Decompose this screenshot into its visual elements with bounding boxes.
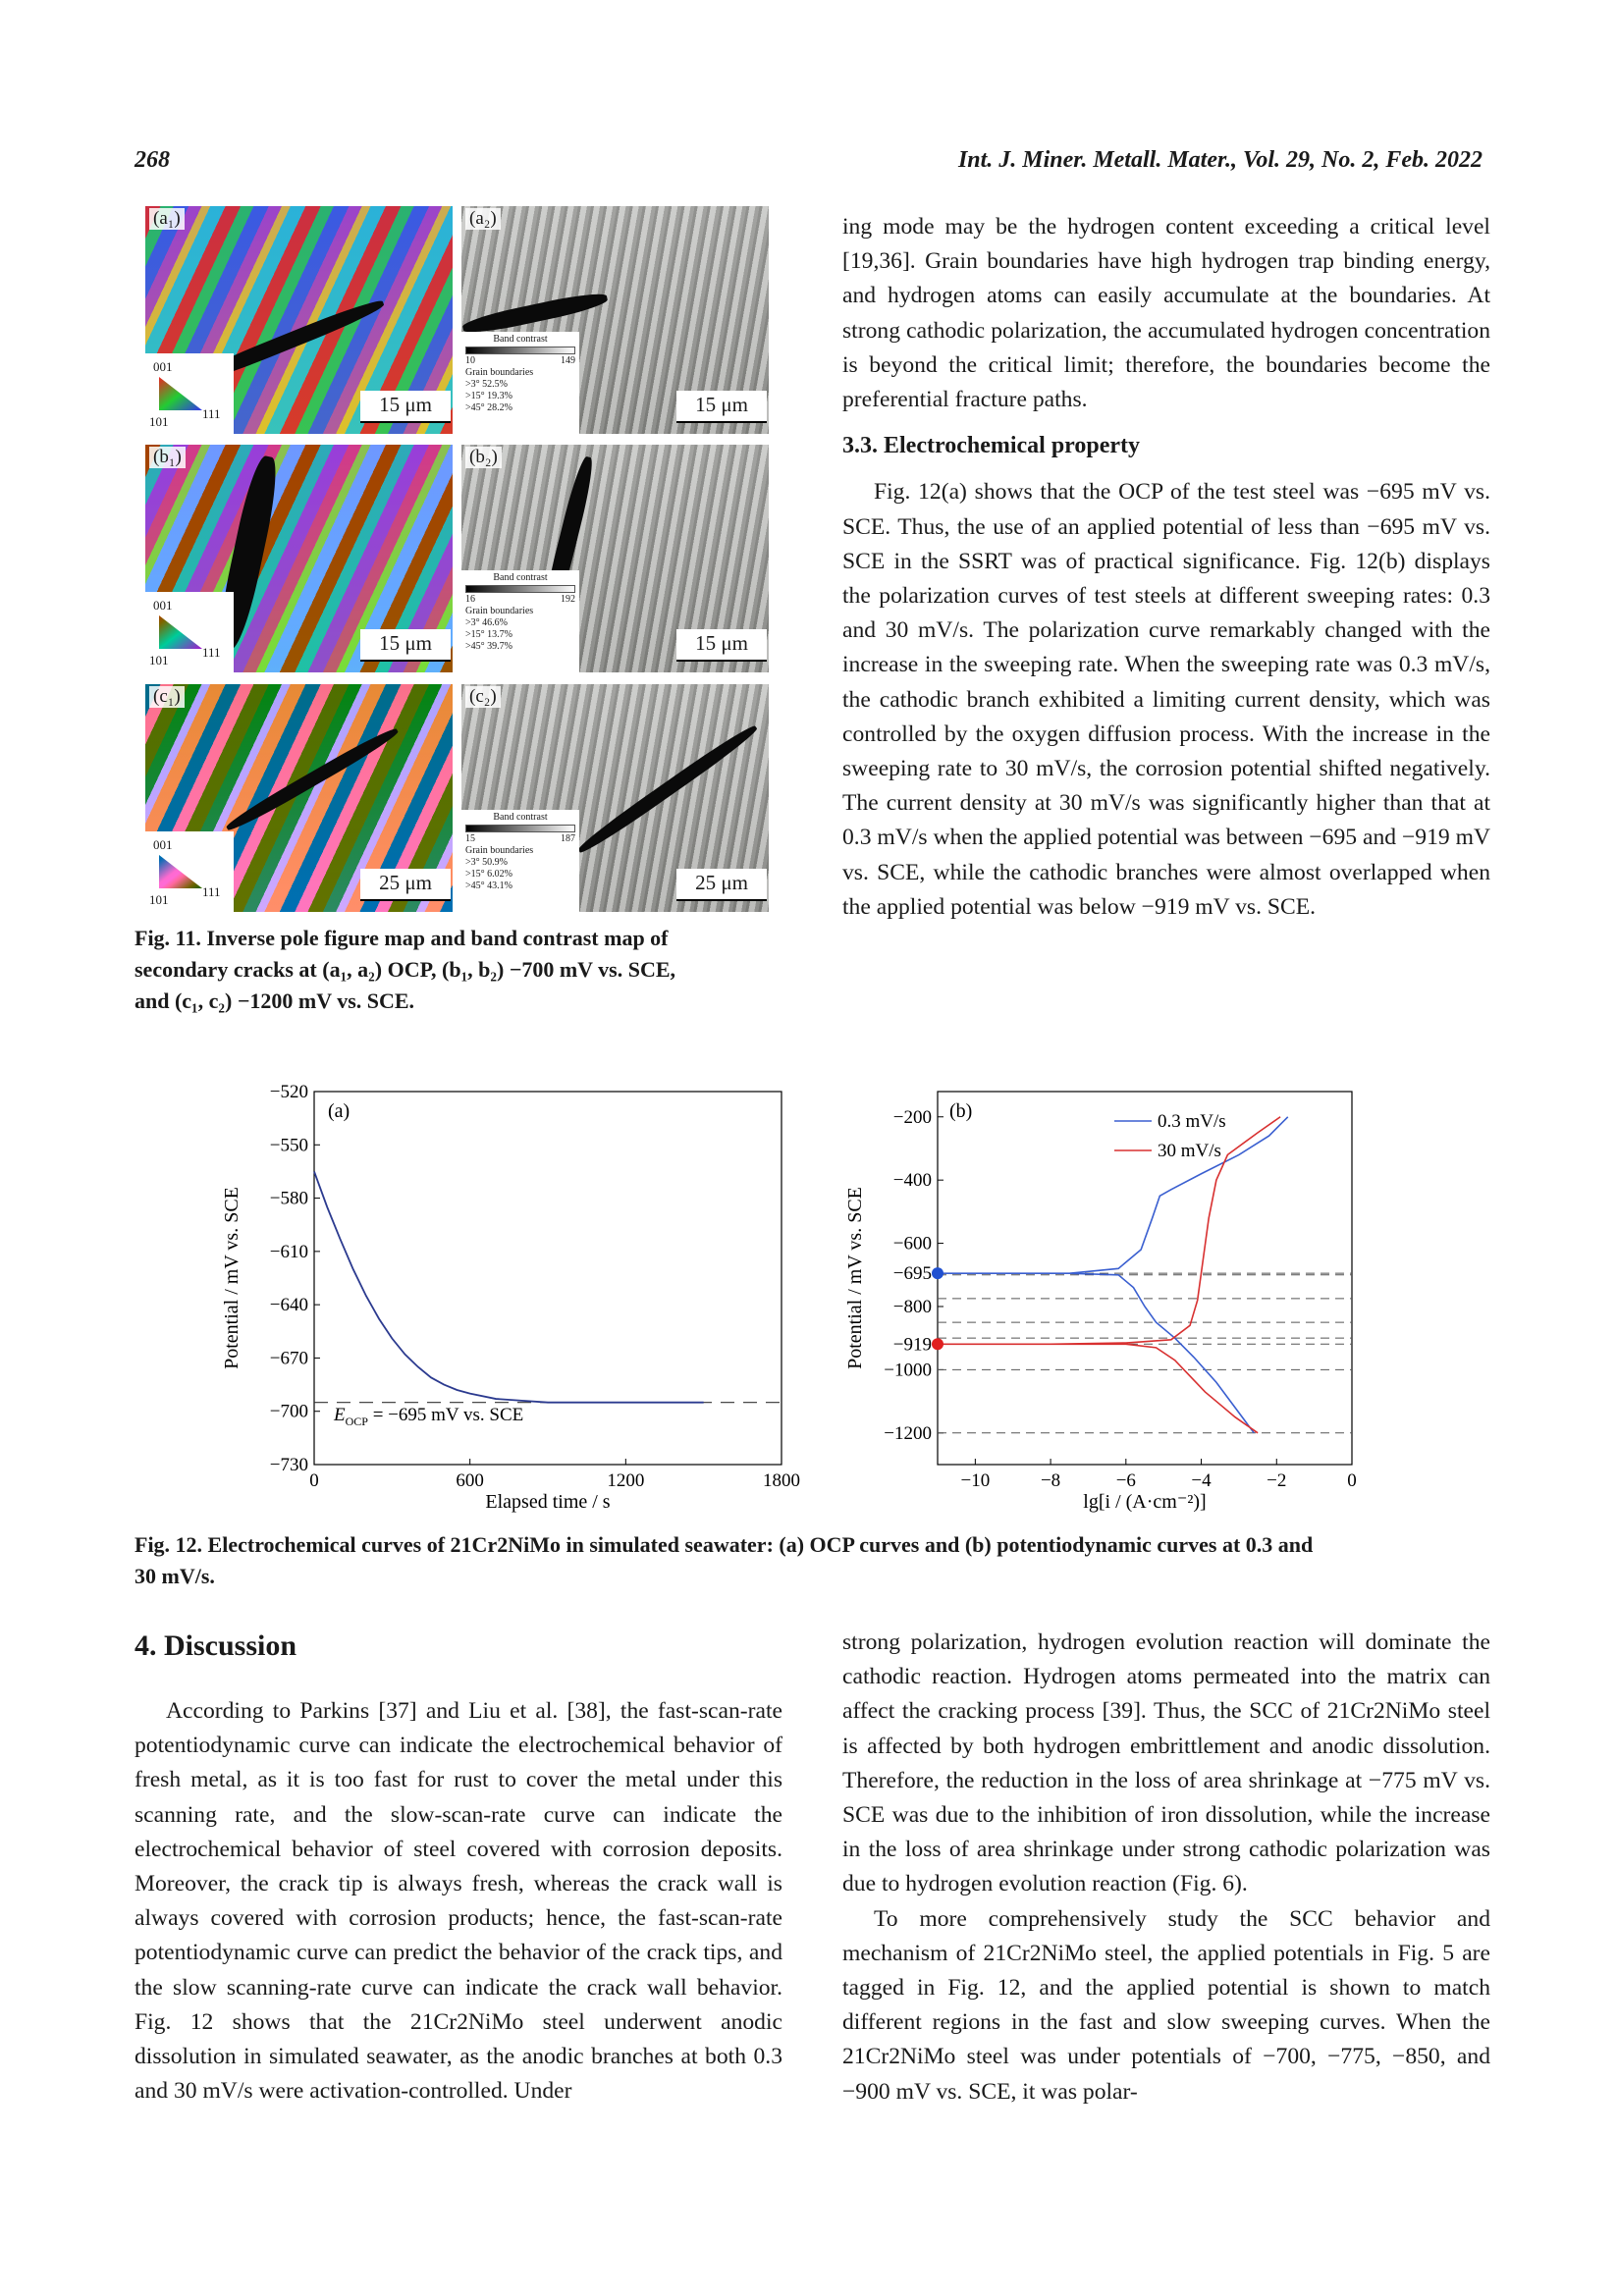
scale-bar: 15 μm xyxy=(676,629,767,662)
potential-marker xyxy=(932,1338,943,1350)
y-tick-label: −600 xyxy=(892,1233,932,1255)
ocp-curve xyxy=(314,1171,704,1402)
panel-label: (a₁) xyxy=(149,208,185,230)
x-tick-label: 600 xyxy=(456,1470,484,1491)
x-axis-label: lg[i / (A·cm⁻²)] xyxy=(1083,1491,1207,1513)
band-contrast-legend: Band contrast 15 187 Grain boundaries >3° 50.9% >15° 6.02% >45° 43.1% xyxy=(461,810,579,912)
panel-label: (a) xyxy=(328,1100,350,1122)
y-tick-label: −1200 xyxy=(884,1422,932,1444)
scale-bar: 25 μm xyxy=(676,869,767,901)
band-contrast-legend: Band contrast 10 149 Grain boundaries >3° 52.5% >15° 19.3% >45° 28.2% xyxy=(461,332,579,434)
panel-label: (b) xyxy=(949,1100,973,1122)
y-tick-label: −580 xyxy=(269,1188,308,1209)
discussion-heading: 4. Discussion xyxy=(135,1629,297,1662)
scale-bar: 25 μm xyxy=(360,869,451,901)
y-tick-label: −670 xyxy=(269,1348,308,1369)
ipf-map-a1 xyxy=(145,206,453,434)
y-tick-label: −919 xyxy=(892,1334,932,1356)
ipf-triangle-icon xyxy=(159,615,202,649)
panel-label: (b₂) xyxy=(465,447,502,468)
scale-bar: 15 μm xyxy=(360,391,451,423)
y-tick-label: −610 xyxy=(269,1241,308,1262)
panel-label: (c₂) xyxy=(465,686,501,708)
x-tick-label: −4 xyxy=(1191,1470,1212,1491)
paragraph: strong polarization, hydrogen evolution reaction will dominate the cathodic reaction. Hydrogen atoms permeated into the matrix can affect the cracking process [39]. Thus, the SCC of 21Cr2NiMo steel is affected by both hydrogen embrittlement and anodic dissolution. Therefore, the reduction in the loss of area shrinkage at −775 mV vs. SCE was due to the inhibition of iron dissolution, while the increase in the loss of area shrinkage under strong cathodic polarization was due to hydrogen evolution reaction (Fig. 6). xyxy=(842,1629,1490,1897)
left-column-bottom xyxy=(135,1694,782,2109)
legend-label: 0.3 mV/s xyxy=(1158,1111,1226,1132)
scale-bar: 15 μm xyxy=(676,391,767,423)
panel-label: (b₁) xyxy=(149,447,186,468)
x-tick-label: 1800 xyxy=(763,1470,800,1491)
ipf-map-c1 xyxy=(145,684,453,912)
polarization-chart xyxy=(839,1080,1507,1522)
scale-bar: 15 μm xyxy=(360,629,451,662)
panel-label: (c₁) xyxy=(149,686,185,708)
x-tick-label: 0 xyxy=(1347,1470,1357,1491)
y-axis-label: Potential / mV vs. SCE xyxy=(844,1187,866,1369)
journal-header: Int. J. Miner. Metall. Mater., Vol. 29, No. 2, Feb. 2022 xyxy=(957,147,1482,173)
x-tick-label: 0 xyxy=(309,1470,319,1491)
ocp-chart xyxy=(216,1080,825,1522)
ipf-legend: 001 101 111 xyxy=(145,831,234,912)
right-column-top xyxy=(842,210,1490,925)
x-tick-label: −2 xyxy=(1267,1470,1287,1491)
panel-label: (a₂) xyxy=(465,208,501,230)
x-tick-label: 1200 xyxy=(607,1470,645,1491)
ipf-legend: 001 101 111 xyxy=(145,592,234,672)
y-axis-label: Potential / mV vs. SCE xyxy=(221,1187,243,1369)
section-heading: 3.3. Electrochemical property xyxy=(842,433,1141,459)
y-tick-label: −695 xyxy=(892,1263,932,1285)
page-number: 268 xyxy=(135,147,170,173)
band-contrast-c2 xyxy=(461,684,769,912)
paragraph: ing mode may be the hydrogen content exceeding a critical level [19,36]. Grain boundaries have high hydrogen trap binding energy, and hydrogen atoms can easily accumulate at the boundaries. At strong cathodic polarization, the accumulated hydrogen concentration is beyond the critical limit; therefore, the boundaries become the preferential fracture paths. xyxy=(842,214,1490,413)
band-contrast-legend: Band contrast 16 192 Grain boundaries >3° 46.6% >15° 13.7% >45° 39.7% xyxy=(461,570,579,672)
figure-12-caption: Fig. 12. Electrochemical curves of 21Cr2NiMo in simulated seawater: (a) OCP curves and (b) potentiodynamic curves at 0.3 and 30 mV/s. xyxy=(135,1532,1314,1588)
figure-11-caption: Fig. 11. Inverse pole figure map and band contrast map of secondary cracks at (a₁, a₂) OCP, (b₁, b₂) −700 mV vs. SCE, and (c₁, c₂) −1200 mV vs. SCE. xyxy=(135,926,676,1013)
x-axis-label: Elapsed time / s xyxy=(485,1491,611,1513)
paragraph: According to Parkins [37] and Liu et al. [38], the fast-scan-rate potentiodynamic curve can indicate the electrochemical behavior of fresh metal, as it is too fast for rust to cover the metal under this scanning rate, and the slow-scan-rate curve can indicate the electrochemical behavior of steel covered with corrosion deposits. Moreover, the crack tip is always fresh, whereas the crack wall is always covered with corrosion products; hence, the fast-scan-rate potentiodynamic curve can predict the behavior of the crack tips, and the slow scanning-rate curve can indicate the crack wall behavior. Fig. 12 shows that the 21Cr2NiMo steel underwent anodic dissolution in simulated seawater, as the anodic branches at both 0.3 and 30 mV/s were activation-controlled. Under xyxy=(135,1698,782,2105)
y-tick-label: −520 xyxy=(269,1082,308,1102)
y-tick-label: −200 xyxy=(892,1106,932,1128)
right-column-bottom xyxy=(842,1626,1490,2109)
y-tick-label: −640 xyxy=(269,1295,308,1316)
paragraph: To more comprehensively study the SCC behavior and mechanism of 21Cr2NiMo steel, the applied potentials in Fig. 5 are tagged in Fig. 12, and the applied potential is shown to match different regions in the fast and slow sweeping curves. When the 21Cr2NiMo steel was under potentials of −700, −775, −850, and −900 mV vs. SCE, it was polar- xyxy=(842,1905,1490,2105)
ocp-annotation: $E_{OCP} = -695$ mV vs. SCE xyxy=(334,1405,524,1429)
x-tick-label: −6 xyxy=(1115,1470,1136,1491)
x-tick-label: −10 xyxy=(960,1470,991,1491)
y-tick-label: −400 xyxy=(892,1170,932,1192)
ipf-triangle-icon xyxy=(159,855,202,888)
y-tick-label: −800 xyxy=(892,1296,932,1317)
band-contrast-a2 xyxy=(461,206,769,434)
band-contrast-b2 xyxy=(461,445,769,672)
y-tick-label: −1000 xyxy=(884,1360,932,1381)
x-tick-label: −8 xyxy=(1040,1470,1061,1491)
plot-frame xyxy=(938,1092,1352,1465)
potential-marker xyxy=(932,1267,943,1279)
ipf-triangle-icon xyxy=(159,377,202,410)
y-tick-label: −730 xyxy=(269,1455,308,1475)
y-tick-label: −700 xyxy=(269,1401,308,1422)
ipf-legend: 001 101 111 xyxy=(145,353,234,434)
y-tick-label: −550 xyxy=(269,1135,308,1156)
ipf-map-b1 xyxy=(145,445,453,672)
legend-label: 30 mV/s xyxy=(1158,1141,1221,1161)
paragraph: Fig. 12(a) shows that the OCP of the test steel was −695 mV vs. SCE. Thus, the use of an applied potential of less than −695 mV vs. SCE in the SSRT was of practical significance. Fig. 12(b) displays the polarization curves of test steels at different sweeping rates: 0.3 and 30 mV/s. The polarization curve remarkably changed with the increase in the sweeping rate. When the sweeping rate was 0.3 mV/s, the cathodic branch exhibited a limiting current density, which was controlled by the oxygen diffusion process. With the increase in the sweeping rate to 30 mV/s, the corrosion potential shifted negatively. The current density at 30 mV/s was significantly higher than that at 0.3 mV/s when the applied potential was between −695 and −919 mV vs. SCE, while the cathodic branches were almost overlapped when the applied potential was below −919 mV vs. SCE. xyxy=(842,479,1490,920)
